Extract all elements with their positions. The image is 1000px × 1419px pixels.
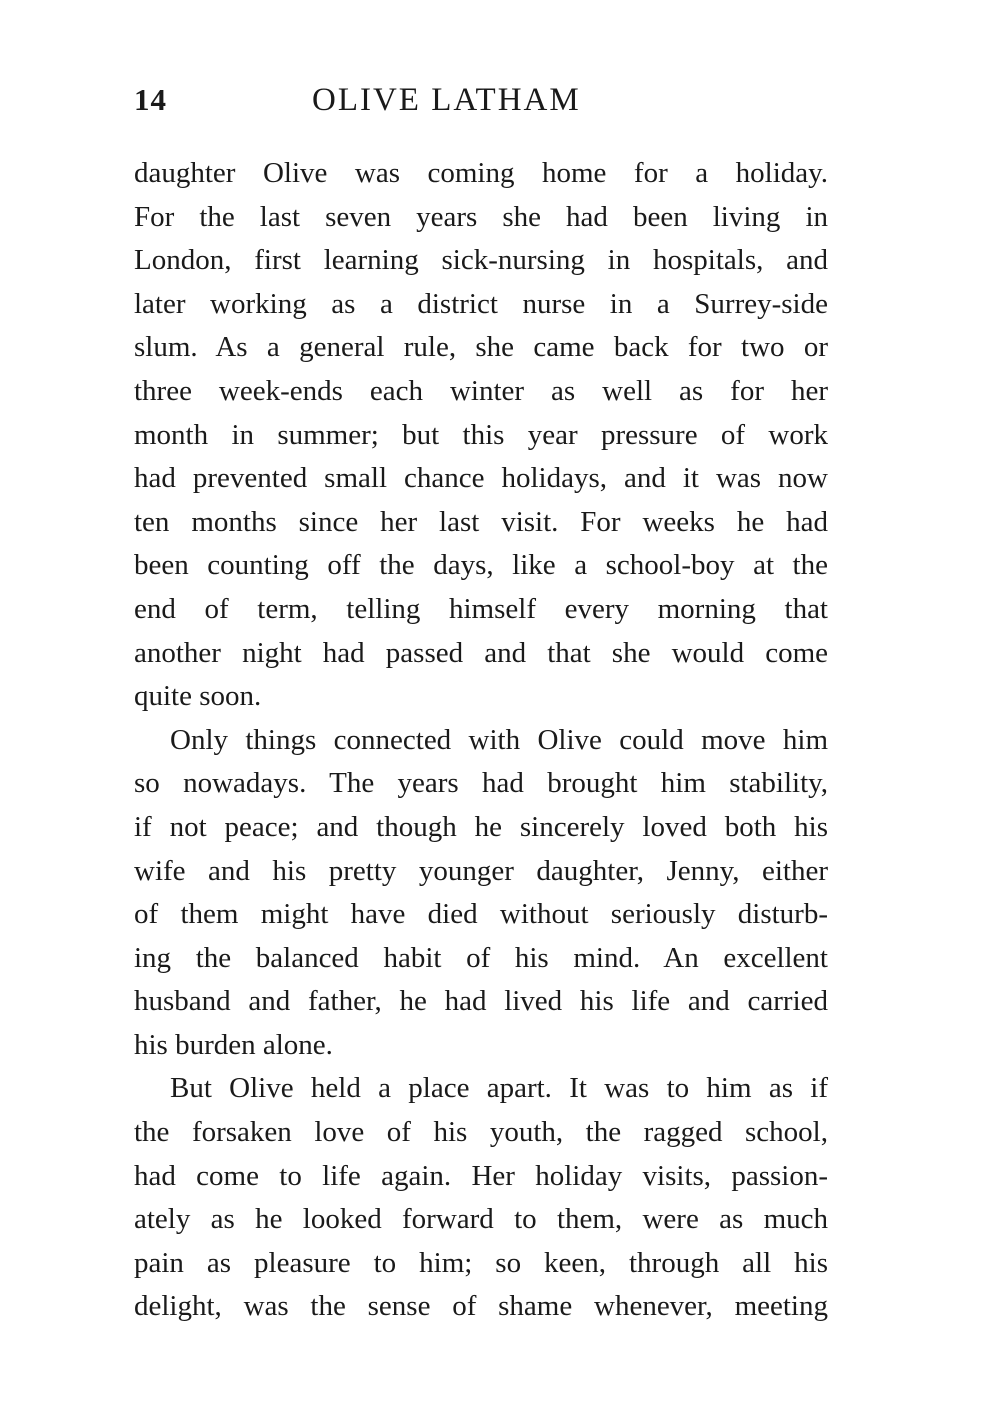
text-line: ately as he looked forward to them, were as much	[134, 1203, 828, 1236]
text-line: ing the balanced habit of his mind. An excellent	[134, 941, 828, 974]
text-line: husband and father, he had lived his life and carried	[134, 985, 828, 1018]
text-line: daughter Olive was coming home for a holiday.	[134, 157, 828, 189]
body-text	[134, 152, 828, 1329]
text-line: had prevented small chance holidays, and it was now	[134, 462, 828, 495]
text-line: month in summer; but this year pressure of work	[134, 418, 828, 451]
text-line: London, first learning sick-nursing in hospitals, and	[134, 244, 828, 277]
text-line: if not peace; and though he sincerely loved both his	[134, 810, 828, 843]
text-line: wife and his pretty younger daughter, Jenny, either	[134, 854, 828, 887]
text-line: of them might have died without seriously disturb-	[134, 898, 828, 931]
text-line: his burden alone.	[134, 1028, 333, 1061]
text-line: end of term, telling himself every morning that	[134, 592, 828, 625]
page-header	[134, 82, 828, 132]
text-line: But Olive held a place apart. It was to him as if	[170, 1072, 828, 1105]
paragraph	[134, 1067, 828, 1329]
text-line: had come to life again. Her holiday visits, passion-	[134, 1159, 828, 1192]
text-line: been counting off the days, like a school-boy at the	[134, 549, 828, 582]
running-title: OLIVE LATHAM	[312, 82, 581, 118]
text-line: the forsaken love of his youth, the ragged school,	[134, 1116, 828, 1149]
page-number: 14	[134, 82, 167, 117]
paragraph	[134, 152, 828, 719]
text-line: ten months since her last visit. For weeks he had	[134, 505, 828, 538]
text-line: Only things connected with Olive could move him	[170, 723, 828, 756]
text-line: delight, was the sense of shame whenever, meeting	[134, 1290, 828, 1323]
text-line: so nowadays. The years had brought him stability,	[134, 767, 828, 800]
text-line: three week-ends each winter as well as for her	[134, 374, 828, 407]
paragraph	[134, 719, 828, 1068]
text-line: another night had passed and that she would come	[134, 636, 828, 669]
text-line: slum. As a general rule, she came back for two or	[134, 331, 828, 364]
text-line: later working as a district nurse in a Surrey-side	[134, 287, 828, 320]
text-line: pain as pleasure to him; so keen, through all his	[134, 1246, 828, 1279]
text-line: For the last seven years she had been living in	[134, 200, 828, 233]
text-line: quite soon.	[134, 680, 262, 713]
